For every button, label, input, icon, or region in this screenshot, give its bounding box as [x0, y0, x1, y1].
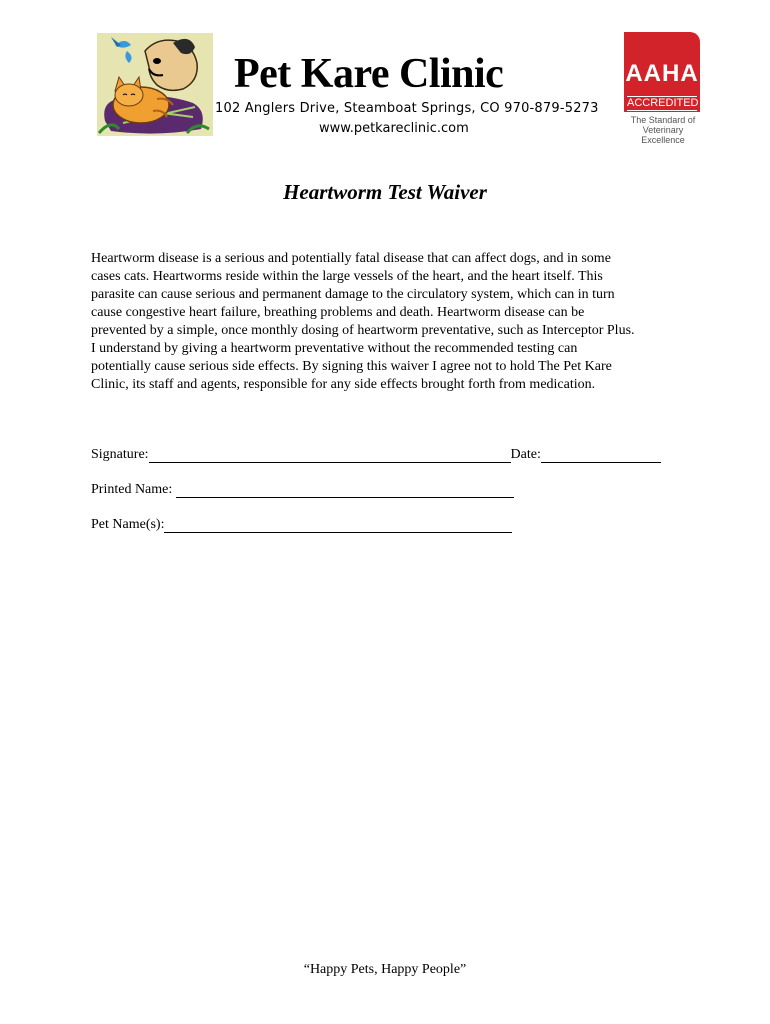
body-line: I understand by giving a heartworm preventative without the recommended testing can [91, 341, 578, 356]
pet-names-label: Pet Name(s): [91, 517, 165, 532]
clinic-website: www.petkareclinic.com [319, 121, 469, 136]
signature-row [91, 447, 661, 463]
date-label: Date: [510, 447, 541, 462]
printed-name-row [91, 482, 514, 498]
date-field[interactable] [541, 448, 661, 463]
aaha-logo-word: AAHA [625, 60, 699, 87]
printed-name-label: Printed Name: [91, 482, 176, 497]
body-line: parasite can cause serious and permanent damage to the circulatory system, which can in turn [91, 287, 615, 302]
aaha-accredited-label: ACCREDITED [627, 97, 699, 109]
body-line: prevented by a simple, once monthly dosing of heartworm preventative, such as Interceptor Plus. [91, 323, 635, 338]
clinic-name: Pet Kare Clinic [234, 51, 504, 97]
document-title: Heartworm Test Waiver [283, 180, 487, 204]
pet-names-field[interactable] [164, 518, 512, 533]
waiver-body-text [91, 250, 691, 394]
footer-slogan: “Happy Pets, Happy People” [303, 962, 467, 977]
clinic-address: 102 Anglers Drive, Steamboat Springs, CO 970-879-5273 [215, 101, 599, 116]
body-line: cause congestive heart failure, breathing problems and death. Heartworm disease can be [91, 305, 585, 320]
pet-names-row [91, 517, 512, 533]
body-line: potentially cause serious side effects. By signing this waiver I agree not to hold The Pet Kare [91, 359, 612, 374]
signature-field[interactable] [149, 448, 511, 463]
body-line: Heartworm disease is a serious and potentially fatal disease that can affect dogs, and in some [91, 251, 611, 266]
dog-cat-bird-logo-icon [97, 33, 213, 136]
aaha-accredited-logo [624, 32, 702, 145]
aaha-tagline-line-2: Veterinary Excellence [641, 125, 685, 145]
body-line: cases cats. Heartworms reside within the large vessels of the heart, and the heart itself. This [91, 269, 603, 284]
printed-name-field[interactable] [176, 483, 514, 498]
signature-label: Signature: [91, 447, 149, 462]
aaha-tagline-line-1: The Standard of [630, 115, 696, 125]
body-line: Clinic, its staff and agents, responsible for any side effects brought forth from medication. [91, 377, 596, 392]
aaha-tagline [624, 115, 702, 145]
